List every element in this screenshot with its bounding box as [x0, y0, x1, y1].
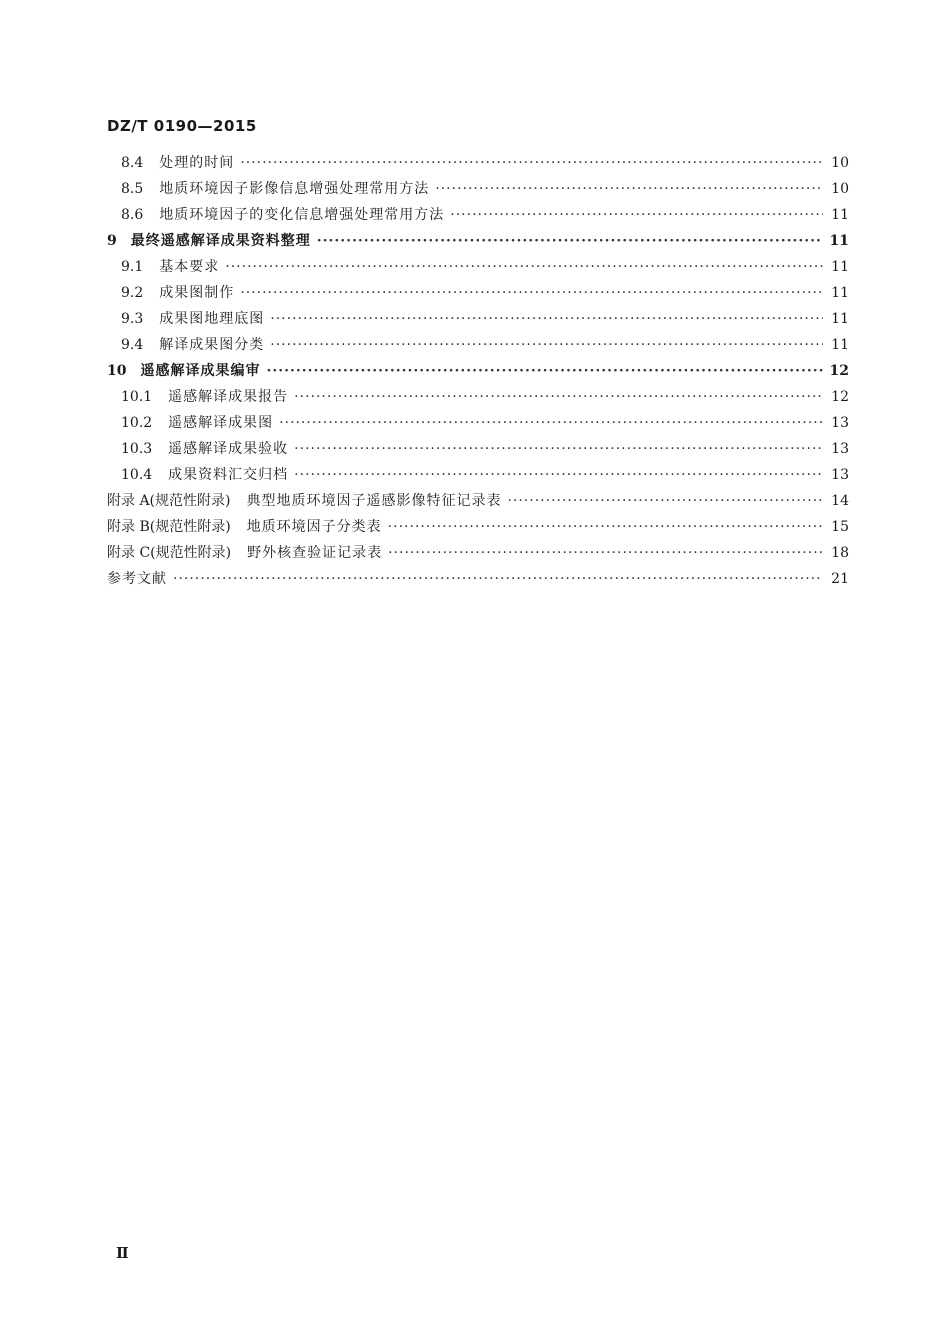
standard-number-header: DZ/T 0190—2015	[107, 117, 257, 135]
toc-entry-page: 18	[831, 545, 849, 561]
dot-leader	[388, 514, 823, 540]
toc-entry[interactable]	[107, 384, 849, 410]
toc-entry-page: 21	[831, 571, 849, 587]
toc-entry-title: 解译成果图分类	[159, 337, 265, 353]
dot-leader	[294, 384, 823, 410]
toc-entry[interactable]	[107, 280, 849, 306]
toc-entry-title: 遥感解译成果验收	[168, 441, 289, 457]
dot-leader	[270, 332, 823, 358]
toc-entry[interactable]	[107, 566, 849, 592]
toc-entry-page: 10	[831, 181, 849, 197]
dot-leader	[279, 410, 823, 436]
toc-entry-page: 14	[831, 493, 849, 509]
dot-leader	[173, 566, 823, 592]
toc-entry-page: 11	[831, 337, 849, 353]
dot-leader	[435, 176, 823, 202]
dot-leader	[450, 202, 823, 228]
toc-entry-number: 9.3	[121, 311, 144, 327]
toc-entry[interactable]	[107, 228, 849, 254]
dot-leader	[240, 150, 823, 176]
toc-entry-number: 10.2	[121, 415, 153, 431]
page-number-footer: Ⅱ	[116, 1244, 129, 1262]
toc-entry-number: 9.1	[121, 259, 144, 275]
toc-entry-page: 11	[831, 259, 849, 275]
toc-entry-page: 12	[831, 389, 849, 405]
toc-entry-number: 10.3	[121, 441, 153, 457]
toc-entry-page: 11	[831, 207, 849, 223]
toc-entry-page: 15	[831, 519, 849, 535]
toc-entry-title: 参考文献	[107, 571, 167, 587]
toc-entry[interactable]	[107, 462, 849, 488]
dot-leader	[294, 462, 823, 488]
toc-entry-title: 遥感解译成果编审	[140, 363, 261, 379]
toc-entry-title: 成果图制作	[159, 285, 235, 301]
toc-entry-title: 地质环境因子分类表	[246, 519, 382, 535]
table-of-contents	[107, 150, 849, 592]
toc-entry[interactable]	[107, 306, 849, 332]
toc-entry-title: 处理的时间	[159, 155, 235, 171]
toc-entry-page: 13	[831, 467, 849, 483]
toc-entry-number: 8.5	[121, 181, 144, 197]
toc-entry[interactable]	[107, 176, 849, 202]
toc-entry[interactable]	[107, 514, 849, 540]
toc-entry-number: 10	[107, 363, 127, 379]
toc-entry-title: 地质环境因子的变化信息增强处理常用方法	[159, 207, 445, 223]
toc-entry-number: 8.4	[121, 155, 144, 171]
toc-entry-number: 10.4	[121, 467, 153, 483]
toc-entry-number: 10.1	[121, 389, 153, 405]
toc-entry-title: 地质环境因子影像信息增强处理常用方法	[159, 181, 430, 197]
toc-entry-page: 12	[829, 363, 849, 379]
dot-leader	[240, 280, 823, 306]
toc-entry-title: 最终遥感解译成果资料整理	[130, 233, 311, 249]
toc-entry-number: 附录 C(规范性附录)	[107, 545, 232, 561]
toc-entry-number: 9	[107, 233, 117, 249]
toc-entry-title: 遥感解译成果报告	[168, 389, 289, 405]
dot-leader	[266, 358, 823, 384]
toc-entry[interactable]	[107, 150, 849, 176]
toc-entry-title: 遥感解译成果图	[168, 415, 274, 431]
dot-leader	[388, 540, 823, 566]
toc-entry-number: 9.2	[121, 285, 144, 301]
toc-entry-page: 11	[831, 311, 849, 327]
dot-leader	[294, 436, 823, 462]
dot-leader	[270, 306, 823, 332]
toc-entry-page: 10	[831, 155, 849, 171]
toc-entry-page: 11	[829, 233, 849, 249]
toc-entry[interactable]	[107, 358, 849, 384]
toc-entry-title: 成果图地理底图	[159, 311, 265, 327]
toc-entry-number: 9.4	[121, 337, 144, 353]
toc-entry[interactable]	[107, 202, 849, 228]
toc-entry-page: 13	[831, 441, 849, 457]
toc-entry[interactable]	[107, 540, 849, 566]
toc-entry-number: 附录 A(规范性附录)	[107, 493, 231, 509]
toc-entry[interactable]	[107, 410, 849, 436]
toc-entry[interactable]	[107, 332, 849, 358]
dot-leader	[225, 254, 823, 280]
toc-entry-page: 11	[831, 285, 849, 301]
toc-entry-page: 13	[831, 415, 849, 431]
toc-entry[interactable]	[107, 436, 849, 462]
toc-entry-title: 成果资料汇交归档	[168, 467, 289, 483]
toc-entry-title: 野外核查验证记录表	[247, 545, 383, 561]
toc-entry-title: 典型地质环境因子遥感影像特征记录表	[246, 493, 502, 509]
toc-entry[interactable]	[107, 254, 849, 280]
dot-leader	[317, 228, 823, 254]
dot-leader	[507, 488, 823, 514]
toc-entry-number: 8.6	[121, 207, 144, 223]
toc-entry[interactable]	[107, 488, 849, 514]
toc-entry-number: 附录 B(规范性附录)	[107, 519, 231, 535]
toc-entry-title: 基本要求	[159, 259, 220, 275]
